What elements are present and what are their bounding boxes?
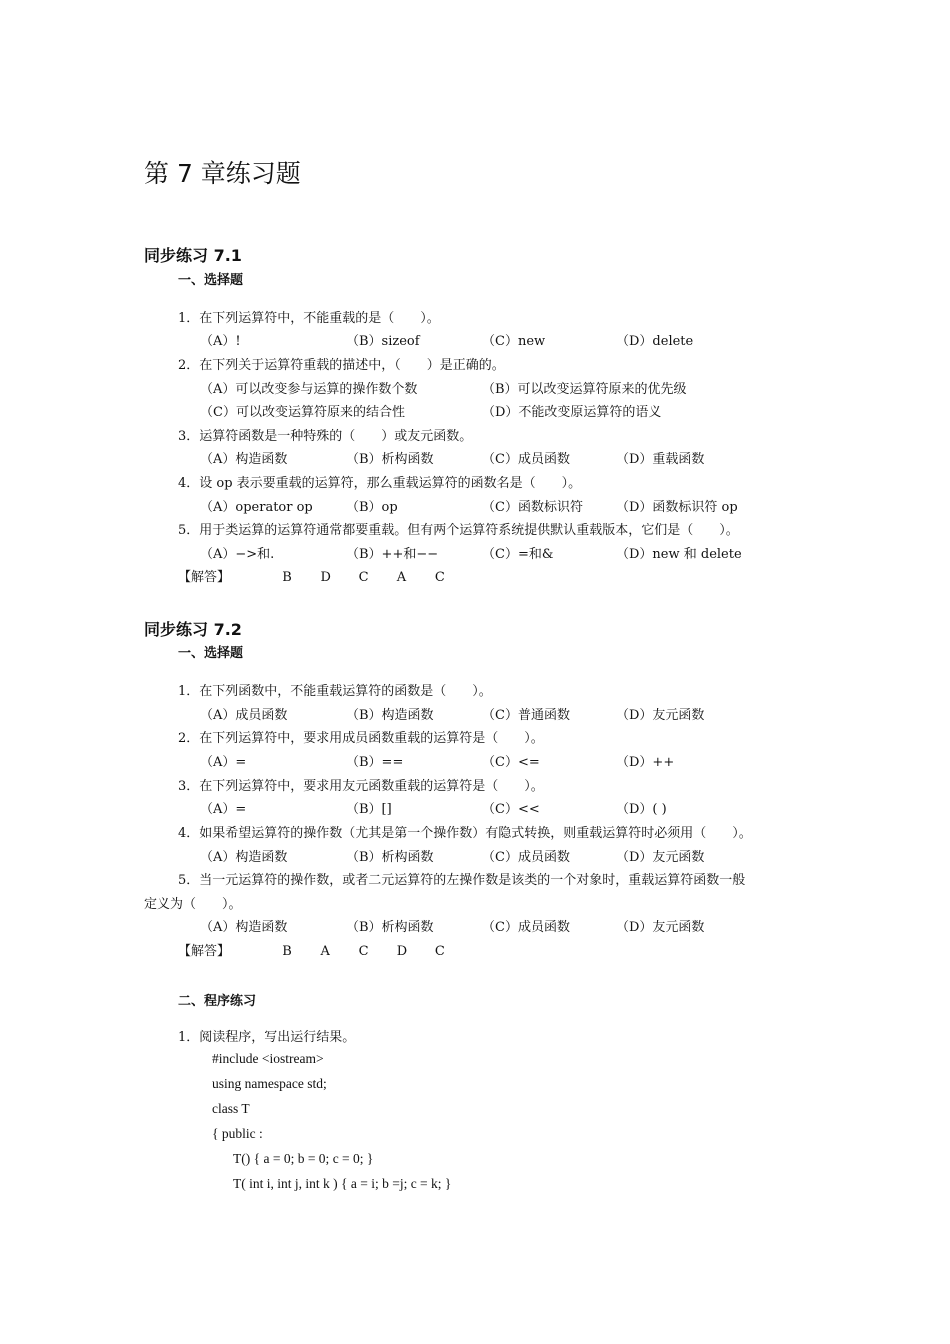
page-title: 第 7 章练习题 xyxy=(144,159,301,188)
option-d: （D）delete xyxy=(616,334,694,349)
question-text: 3．运算符函数是一种特殊的（ ）或友元函数。 xyxy=(178,429,473,444)
option-d: （D）new 和 delete xyxy=(616,547,742,562)
option-b: （B）析构函数 xyxy=(346,850,434,865)
answer-item: B xyxy=(282,944,292,959)
option-d: （D）不能改变原运算符的语义 xyxy=(482,405,662,420)
option-a: （A）构造函数 xyxy=(200,920,288,935)
option-b: （B）析构函数 xyxy=(346,920,434,935)
option-c: （C）<< xyxy=(482,802,540,817)
option-b: （B）++和−− xyxy=(346,547,439,562)
answer-label: 【解答】 xyxy=(178,944,231,959)
option-b: （B）sizeof xyxy=(346,334,420,349)
answer-item: C xyxy=(434,570,445,585)
option-b: （B）可以改变运算符原来的优先级 xyxy=(482,382,687,397)
option-a: （A）= xyxy=(200,755,247,770)
option-d: （D）友元函数 xyxy=(616,708,705,723)
section-heading-7-2: 同步练习 7.2 xyxy=(144,620,242,639)
question-text: 5．用于类运算的运算符通常都要重载。但有两个运算符系统提供默认重载版本，它们是（ ）。 xyxy=(178,523,739,538)
option-d: （D）重载函数 xyxy=(616,452,705,467)
option-d: （D）++ xyxy=(616,755,675,770)
answer-item: C xyxy=(358,944,369,959)
option-c: （C）=和& xyxy=(482,547,554,562)
answer-row xyxy=(178,944,469,960)
question-text: 2．在下列关于运算符重载的描述中，（ ）是正确的。 xyxy=(178,358,505,373)
option-c: （C）函数标识符 xyxy=(482,500,583,515)
code-line: { public : xyxy=(212,1126,263,1141)
answer-item: A xyxy=(396,570,407,585)
option-b: （B）op xyxy=(346,500,398,515)
option-c: （C）普通函数 xyxy=(482,708,570,723)
answer-item: C xyxy=(434,944,445,959)
code-line: T( int i, int j, int k ) { a = i; b =j; c = k; } xyxy=(233,1176,452,1191)
option-c: （C）成员函数 xyxy=(482,920,570,935)
option-b: （B）析构函数 xyxy=(346,452,434,467)
option-d: （D）函数标识符 op xyxy=(616,500,738,515)
option-b: （B）== xyxy=(346,755,404,770)
option-b: （B）[] xyxy=(346,802,392,817)
answer-item: D xyxy=(396,944,408,959)
code-line: using namespace std; xyxy=(212,1076,327,1091)
answer-item: A xyxy=(320,944,330,959)
option-c: （C）成员函数 xyxy=(482,452,570,467)
answer-row xyxy=(178,570,469,586)
option-a: （A）成员函数 xyxy=(200,708,288,723)
option-a: （A）operator op xyxy=(200,500,313,515)
subheading-program: 二、程序练习 xyxy=(178,994,257,1009)
option-d: （D）友元函数 xyxy=(616,920,705,935)
option-c: （C）new xyxy=(482,334,546,349)
option-d: （D）( ) xyxy=(616,802,667,817)
question-text: 4．设 op 表示要重载的运算符，那么重载运算符的函数名是（ ）。 xyxy=(178,476,582,491)
option-a: （A）= xyxy=(200,802,247,817)
question-text: 1．在下列运算符中，不能重载的是（ ）。 xyxy=(178,311,440,326)
subheading-choice-1: 一、选择题 xyxy=(178,273,244,288)
option-c: （C）可以改变运算符原来的结合性 xyxy=(200,405,405,420)
subheading-choice-2: 一、选择题 xyxy=(178,646,244,661)
question-text-continued: 定义为（ ）。 xyxy=(144,897,242,912)
answer-label: 【解答】 xyxy=(178,570,231,585)
option-a: （A）可以改变参与运算的操作数个数 xyxy=(200,382,418,397)
question-text: 1．在下列函数中，不能重载运算符的函数是（ ）。 xyxy=(178,684,492,699)
option-d: （D）友元函数 xyxy=(616,850,705,865)
section-heading-7-1: 同步练习 7.1 xyxy=(144,246,242,265)
option-c: （C）成员函数 xyxy=(482,850,570,865)
question-text: 2．在下列运算符中，要求用成员函数重载的运算符是（ ）。 xyxy=(178,731,544,746)
option-a: （A）! xyxy=(200,334,241,349)
question-text: 3．在下列运算符中，要求用友元函数重载的运算符是（ ）。 xyxy=(178,779,544,794)
question-text: 5．当一元运算符的操作数，或者二元运算符的左操作数是该类的一个对象时，重载运算符函数一般 xyxy=(178,873,746,888)
code-line: class T xyxy=(212,1101,250,1116)
code-line: #include <iostream> xyxy=(212,1051,324,1066)
option-a: （A）−>和. xyxy=(200,547,275,562)
answer-item: D xyxy=(320,570,331,585)
question-text: 4．如果希望运算符的操作数（尤其是第一个操作数）有隐式转换，则重载运算符时必须用（ ）。 xyxy=(178,826,752,841)
option-a: （A）构造函数 xyxy=(200,850,288,865)
option-a: （A）构造函数 xyxy=(200,452,288,467)
option-c: （C）<= xyxy=(482,755,540,770)
answer-item: C xyxy=(358,570,369,585)
option-b: （B）构造函数 xyxy=(346,708,434,723)
program-question-text: 1．阅读程序，写出运行结果。 xyxy=(178,1030,356,1045)
code-line: T() { a = 0; b = 0; c = 0; } xyxy=(233,1151,374,1166)
answer-item: B xyxy=(282,570,292,585)
